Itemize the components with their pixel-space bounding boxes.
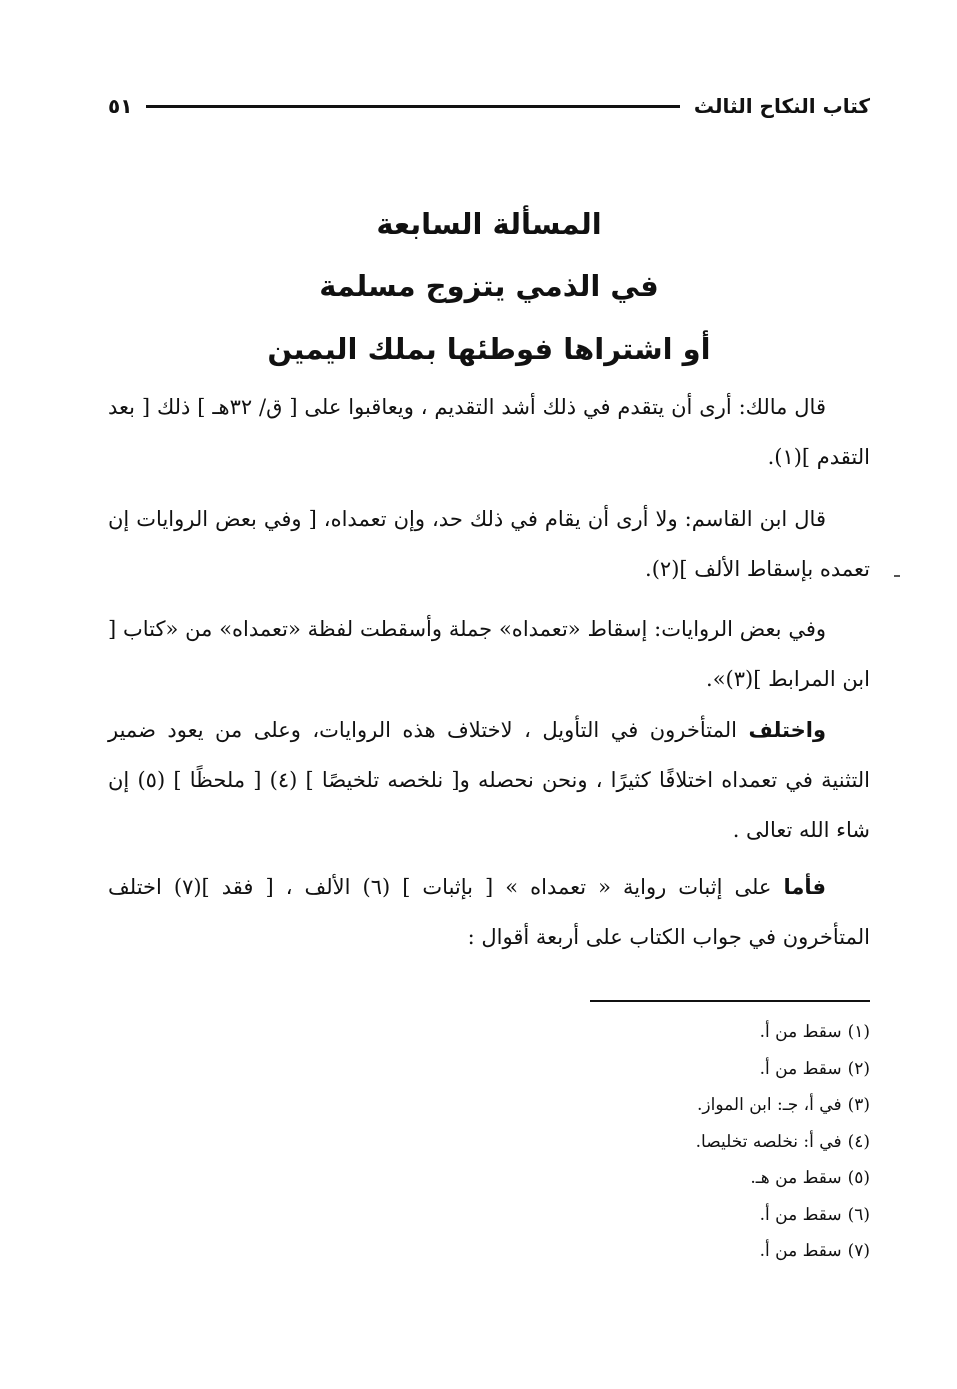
footnote-item bbox=[108, 1087, 870, 1124]
footnote-mark: (٦) bbox=[847, 1204, 870, 1225]
paragraph-ikhtilaf bbox=[108, 705, 870, 855]
footnote-mark: (١) bbox=[847, 1022, 870, 1042]
paragraph-text: على إثبات رواية « تعمداه » [ بإثبات ] (٦) الألف ، [ فقد ](٧) اختلف المتأخرون في جواب الكتاب على أربعة أقوال : bbox=[108, 875, 870, 949]
running-header bbox=[108, 86, 870, 126]
footnote-text: في أ، جـ: ابن المواز. bbox=[696, 1095, 842, 1115]
footnote-item bbox=[108, 1051, 870, 1088]
paragraph-riwayat: وفي بعض الروايات: إسقاط «تعمداه» جملة وأسقطت لفظة «تعمداه» من «كتاب [ ابن المرابط ](٣)». bbox=[108, 617, 870, 691]
running-title: كتاب النكاح الثالث bbox=[693, 94, 870, 118]
footnote-mark: (٣) bbox=[847, 1095, 870, 1115]
section-subheading-2: أو اشتراها فوطئها بملك اليمين bbox=[267, 332, 711, 366]
page-number: ٥١ bbox=[108, 94, 133, 118]
lead-word: واختلف bbox=[748, 718, 826, 742]
footnote-text: سقط من أ. bbox=[759, 1058, 842, 1079]
paragraph-amma bbox=[108, 862, 870, 962]
footnote-text: سقط من أ. bbox=[759, 1022, 842, 1042]
section-subheading: في الذمي يتزوج مسلمة bbox=[319, 269, 659, 303]
section-heading: المسألة السابعة bbox=[376, 207, 602, 241]
lead-word: فأما bbox=[783, 875, 827, 899]
footnote-text: في أ: نخلصه تخليصا. bbox=[695, 1131, 842, 1152]
footnote-mark: (٤) bbox=[847, 1131, 870, 1152]
footnote-mark: (٢) bbox=[847, 1058, 870, 1079]
footnote-item bbox=[108, 1124, 870, 1161]
margin-mark bbox=[894, 575, 900, 577]
footnote-item bbox=[108, 1014, 870, 1051]
paragraph-ibn-alqasim: قال ابن القاسم: ولا أرى أن يقام في ذلك حد، وإن تعمداه، [ وفي بعض الروايات إن تعمده بإسقاط الألف ](٢). bbox=[108, 507, 870, 581]
paragraph-text: المتأخرون في التأويل ، لاختلاف هذه الروايات، وعلى من يعود ضمير التثنية في تعمداه اختلافًا كثيرًا ، ونحن نحصله و[ نلخصه تلخيصًا ] (٤) [ ملحظًا ] (٥) إن شاء الله تعالى . bbox=[108, 718, 871, 842]
header-rule bbox=[146, 105, 679, 108]
footnote-mark: (٧) bbox=[847, 1241, 870, 1261]
footnote-text: سقط من أ. bbox=[759, 1241, 842, 1261]
footnote-item bbox=[108, 1197, 870, 1234]
footnote-rule bbox=[590, 1000, 870, 1002]
footnote-text: سقط من أ. bbox=[759, 1204, 842, 1225]
paragraph-malik: قال مالك: أرى أن يتقدم في ذلك أشد التقديم ، ويعاقبوا على [ ق/ ٣٢هـ ] ذلك [ بعد التقدم ](١). bbox=[108, 395, 870, 469]
footnote-item bbox=[108, 1160, 870, 1197]
footnote-item bbox=[108, 1233, 870, 1270]
footnote-mark: (٥) bbox=[847, 1168, 870, 1188]
footnotes-list bbox=[108, 1014, 870, 1270]
footnote-text: سقط من هـ. bbox=[750, 1168, 842, 1188]
